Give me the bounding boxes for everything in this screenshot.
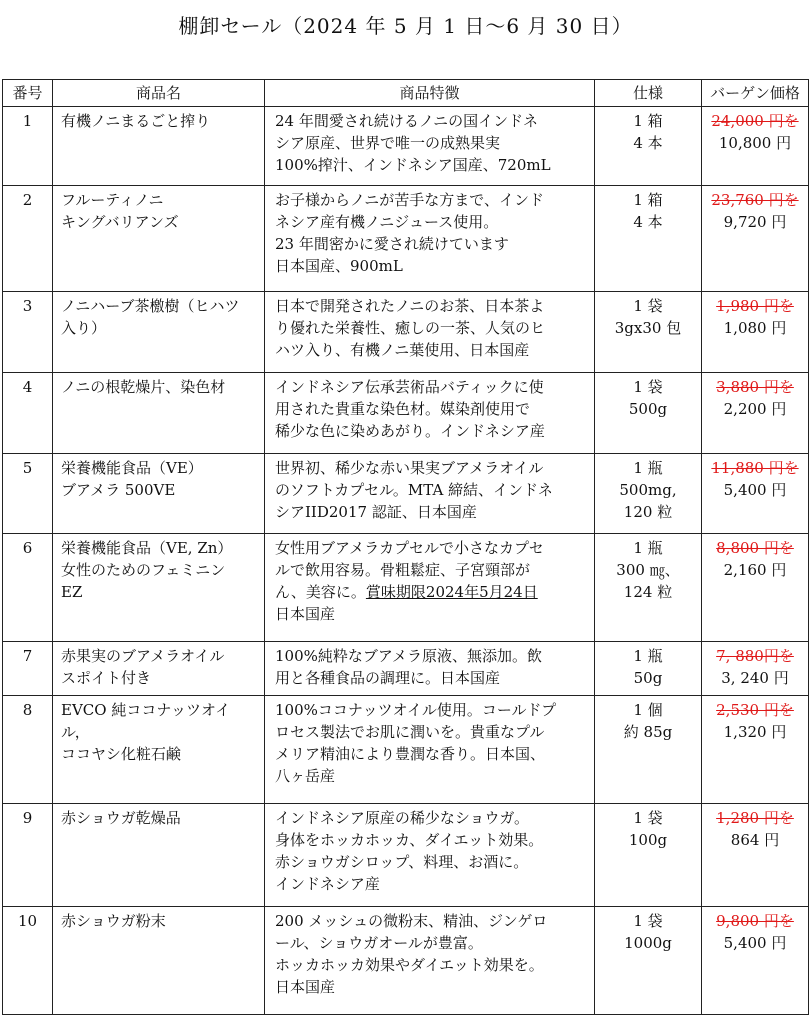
product-price [702,907,809,1015]
row-number: 9 [3,804,53,907]
product-name: 栄養機能食品（VE, Zn） 女性のためのフェミニン EZ [53,534,265,642]
table-row [3,373,809,454]
row-number: 2 [3,186,53,292]
product-features: 24 年間愛され続けるノニの国インドネ シア原産、世界で唯一の成熟果実 100%搾汁、インドネシア国産、720mL [265,107,595,186]
table-row [3,534,809,642]
page-title: 棚卸セール（2024 年 5 月 1 日～6 月 30 日） [178,14,633,38]
product-name: ノニの根乾燥片、染色材 [53,373,265,454]
product-features: 女性用ブアメラカプセルで小さなカプセ ルで飲用容易。骨粗鬆症、子宮頸部が ん、美容に。賞味期限2024年5月24日 日本国産 [265,534,595,642]
original-price: 1,980 円を [716,297,794,315]
product-price [702,107,809,186]
sale-price: 10,800 円 [718,134,792,152]
product-features: 100%純粋なブアメラ原液、無添加。飲 用と各種食品の調理に。日本国産 [265,642,595,696]
sale-price: 5,400 円 [723,934,787,952]
product-price [702,454,809,534]
product-spec: 1 瓶 50g [595,642,702,696]
table-row [3,292,809,373]
row-number: 6 [3,534,53,642]
header-product-features: 商品特徴 [265,80,595,107]
product-features: 200 メッシュの微粉末、精油、ジンゲロ ール、ショウガオールが豊富。 ホッカホッカ効果やダイエット効果を。 日本国産 [265,907,595,1015]
product-price [702,373,809,454]
product-features: お子様からノニが苦手な方まで、インド ネシア産有機ノニジュース使用。 23 年間密かに愛され続けています 日本国産、900mL [265,186,595,292]
header-number: 番号 [3,80,53,107]
sale-price: 3, 240 円 [721,669,789,687]
sale-price: 864 円 [730,831,780,849]
best-before-date: 賞味期限2024年5月24日 [365,583,538,601]
table-row [3,454,809,534]
table-row [3,107,809,186]
row-number: 4 [3,373,53,454]
product-price [702,186,809,292]
table-header-row [3,80,809,107]
product-name: 有機ノニまるごと搾り [53,107,265,186]
table-row [3,186,809,292]
product-name: フルーティノニ キングバリアンズ [53,186,265,292]
original-price: 24,000 円を [711,112,799,130]
row-number: 8 [3,696,53,804]
product-spec: 1 袋 500g [595,373,702,454]
original-price: 1,280 円を [716,809,794,827]
product-spec: 1 袋 3gx30 包 [595,292,702,373]
row-number: 1 [3,107,53,186]
original-price: 7, 880円を [716,647,794,665]
product-features: インドネシア伝承芸術品バティックに使 用された貴重な染色材。媒染剤使用で 稀少な色に染めあがり。インドネシア産 [265,373,595,454]
product-features: 世界初、稀少な赤い果実ブアメラオイル のソフトカプセル。MTA 締結、インドネ シアIID2017 認証、日本国産 [265,454,595,534]
product-price [702,642,809,696]
product-name: ノニハーブ茶檄樹（ヒハツ 入り） [53,292,265,373]
row-number: 10 [3,907,53,1015]
product-price [702,534,809,642]
header-bargain-price: バーゲン価格 [702,80,809,107]
sale-price: 2,160 円 [723,561,787,579]
product-features: 100%ココナッツオイル使用。コールドプ ロセス製法でお肌に潤いを。貴重なプル メリア精油により豊潤な香り。日本国、 八ヶ岳産 [265,696,595,804]
table-row [3,804,809,907]
original-price: 2,530 円を [716,701,794,719]
table-row [3,696,809,804]
table-row [3,907,809,1015]
header-product-name: 商品名 [53,80,265,107]
sale-price: 2,200 円 [723,400,787,418]
product-spec: 1 瓶 500mg, 120 粒 [595,454,702,534]
original-price: 11,880 円を [711,459,799,477]
product-price [702,292,809,373]
product-spec: 1 箱 4 本 [595,186,702,292]
sale-price: 1,320 円 [723,723,787,741]
product-price [702,696,809,804]
table-row [3,642,809,696]
original-price: 9,800 円を [716,912,794,930]
original-price: 3,880 円を [716,378,794,396]
product-name: EVCO 純ココナッツオイ ル， ココヤシ化粧石鹸 [53,696,265,804]
product-spec: 1 袋 1000g [595,907,702,1015]
sale-table [2,79,809,1015]
sale-price: 5,400 円 [723,481,787,499]
sale-price: 9,720 円 [723,213,787,231]
product-name: 栄養機能食品（VE） ブアメラ 500VE [53,454,265,534]
product-spec: 1 箱 4 本 [595,107,702,186]
product-features: 日本で開発されたノニのお茶、日本茶よ り優れた栄養性、癒しの一茶、人気のヒ ハツ入り、有機ノニ葉使用、日本国産 [265,292,595,373]
product-spec: 1 瓶 300 ㎎、 124 粒 [595,534,702,642]
row-number: 5 [3,454,53,534]
product-name: 赤果実のブアメラオイル スポイト付き [53,642,265,696]
product-features: インドネシア原産の稀少なショウガ。 身体をホッカホッカ、ダイエット効果。 赤ショウガシロップ、料理、お酒に。 インドネシア産 [265,804,595,907]
original-price: 23,760 円を [711,191,799,209]
original-price: 8,800 円を [716,539,794,557]
product-spec: 1 袋 100g [595,804,702,907]
product-price [702,804,809,907]
product-name: 赤ショウガ乾燥品 [53,804,265,907]
row-number: 7 [3,642,53,696]
product-spec: 1 個 約 85g [595,696,702,804]
sale-price: 1,080 円 [723,319,787,337]
header-spec: 仕様 [595,80,702,107]
row-number: 3 [3,292,53,373]
product-name: 赤ショウガ粉末 [53,907,265,1015]
